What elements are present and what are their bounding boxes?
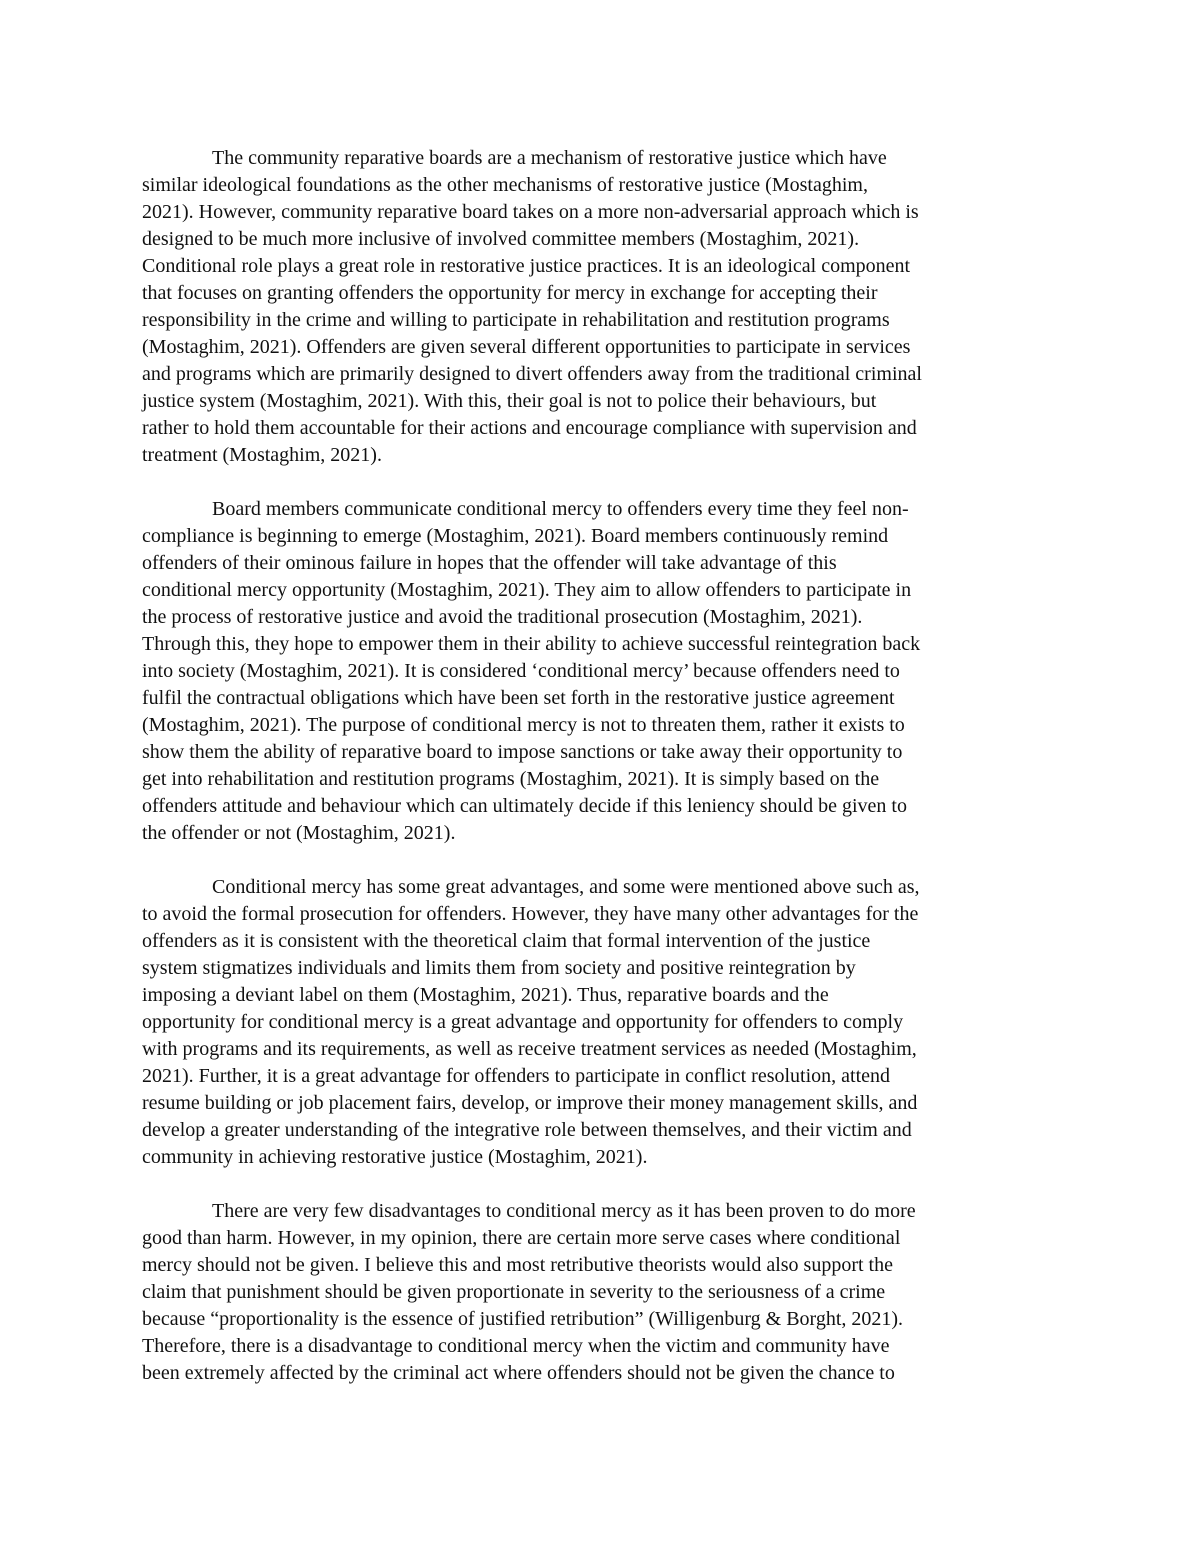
- text-line: designed to be much more inclusive of involved committee members (Mostaghim, 2021).: [142, 228, 860, 250]
- text-line: been extremely affected by the criminal act where offenders should not be given the chance to: [142, 1362, 895, 1384]
- text-line: offenders as it is consistent with the theoretical claim that formal intervention of the justice: [142, 930, 871, 952]
- text-line: to avoid the formal prosecution for offenders. However, they have many other advantages for the: [142, 903, 919, 925]
- text-line: There are very few disadvantages to conditional mercy as it has been proven to do more: [212, 1200, 916, 1222]
- text-line: get into rehabilitation and restitution programs (Mostaghim, 2021). It is simply based on the: [142, 768, 880, 790]
- text-line: the process of restorative justice and avoid the traditional prosecution (Mostaghim, 2021).: [142, 606, 863, 628]
- text-line: Conditional mercy has some great advantages, and some were mentioned above such as,: [212, 876, 920, 898]
- text-line: The community reparative boards are a mechanism of restorative justice which have: [212, 147, 887, 169]
- text-line: similar ideological foundations as the other mechanisms of restorative justice (Mostaghim,: [142, 174, 868, 196]
- text-line: resume building or job placement fairs, develop, or improve their money management skills, and: [142, 1092, 918, 1114]
- text-line: with programs and its requirements, as well as receive treatment services as needed (Mostaghim,: [142, 1038, 917, 1060]
- text-line: into society (Mostaghim, 2021). It is considered ‘conditional mercy’ because offenders need to: [142, 660, 900, 682]
- paragraph-2: [142, 496, 1062, 847]
- text-line: justice system (Mostaghim, 2021). With this, their goal is not to police their behaviours, but: [142, 390, 877, 412]
- text-line: develop a greater understanding of the integrative role between themselves, and their victim and: [142, 1119, 912, 1141]
- text-line: Therefore, there is a disadvantage to conditional mercy when the victim and community have: [142, 1335, 890, 1357]
- text-line: Board members communicate conditional mercy to offenders every time they feel non-: [212, 498, 909, 520]
- text-line: mercy should not be given. I believe this and most retributive theorists would also support the: [142, 1254, 893, 1276]
- text-line: system stigmatizes individuals and limits them from society and positive reintegration by: [142, 957, 856, 979]
- text-line: Through this, they hope to empower them in their ability to achieve successful reintegration back: [142, 633, 921, 655]
- paragraph-1: [142, 145, 1062, 469]
- text-line: responsibility in the crime and willing to participate in rehabilitation and restitution programs: [142, 309, 890, 331]
- text-line: opportunity for conditional mercy is a great advantage and opportunity for offenders to comply: [142, 1011, 904, 1033]
- text-line: the offender or not (Mostaghim, 2021).: [142, 822, 456, 844]
- text-line: (Mostaghim, 2021). Offenders are given several different opportunities to participate in services: [142, 336, 911, 358]
- text-line: claim that punishment should be given proportionate in severity to the seriousness of a crime: [142, 1281, 886, 1303]
- text-line: that focuses on granting offenders the opportunity for mercy in exchange for accepting their: [142, 282, 878, 304]
- text-line: rather to hold them accountable for their actions and encourage compliance with supervision and: [142, 417, 917, 439]
- text-line: compliance is beginning to emerge (Mostaghim, 2021). Board members continuously remind: [142, 525, 889, 547]
- text-line: because “proportionality is the essence of justified retribution” (Willigenburg & Borght, 2021).: [142, 1308, 904, 1330]
- paragraph-3: [142, 874, 1062, 1171]
- text-line: 2021). Further, it is a great advantage for offenders to participate in conflict resolution, attend: [142, 1065, 891, 1087]
- text-line: offenders of their ominous failure in hopes that the offender will take advantage of this: [142, 552, 837, 574]
- text-line: 2021). However, community reparative board takes on a more non-adversarial approach which is: [142, 201, 919, 223]
- document-body: [142, 145, 1062, 1387]
- text-line: community in achieving restorative justice (Mostaghim, 2021).: [142, 1146, 648, 1168]
- text-line: and programs which are primarily designed to divert offenders away from the traditional criminal: [142, 363, 922, 385]
- text-line: good than harm. However, in my opinion, there are certain more serve cases where conditional: [142, 1227, 901, 1249]
- text-line: offenders attitude and behaviour which can ultimately decide if this leniency should be given to: [142, 795, 907, 817]
- text-line: fulfil the contractual obligations which have been set forth in the restorative justice agreement: [142, 687, 895, 709]
- text-line: show them the ability of reparative board to impose sanctions or take away their opportunity to: [142, 741, 903, 763]
- text-line: treatment (Mostaghim, 2021).: [142, 444, 382, 466]
- text-line: (Mostaghim, 2021). The purpose of conditional mercy is not to threaten them, rather it exists to: [142, 714, 905, 736]
- paragraph-4: [142, 1198, 1062, 1387]
- text-line: imposing a deviant label on them (Mostaghim, 2021). Thus, reparative boards and the: [142, 984, 829, 1006]
- text-line: conditional mercy opportunity (Mostaghim, 2021). They aim to allow offenders to participate in: [142, 579, 912, 601]
- text-line: Conditional role plays a great role in restorative justice practices. It is an ideological component: [142, 255, 911, 277]
